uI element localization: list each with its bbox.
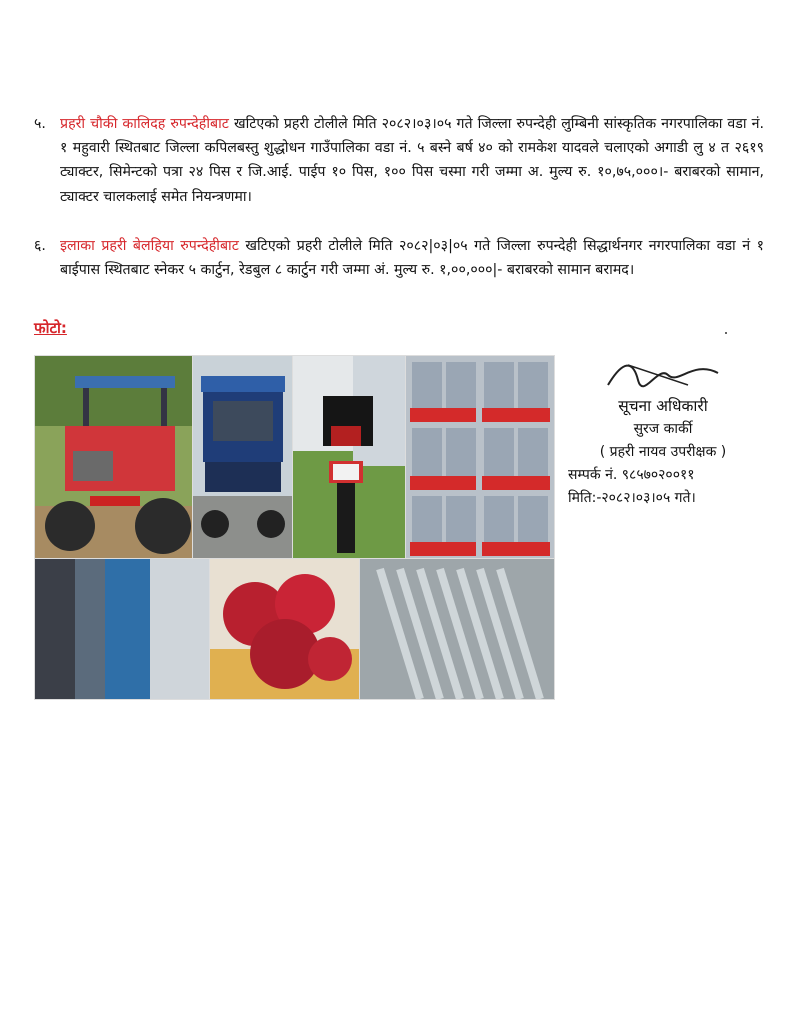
contact-number: सम्पर्क नं. ९८५७०२००११ [568,467,695,483]
signatory-title: सूचना अधिकारी [618,397,708,415]
item-number: ५. [34,116,46,132]
item-location: इलाका प्रहरी बेलहिया रुपन्देहीबाट [60,238,239,254]
stray-dot [725,332,727,334]
signatory-rank: ( प्रहरी नायव उपरीक्षक ) [599,444,727,460]
motorcycle-photo [292,355,407,560]
sneaker-boxes-photo [34,558,211,700]
item-number: ६. [34,238,46,254]
signature-date: मिति:-२०८२।०३।०५ गते। [568,490,696,506]
item-location: प्रहरी चौकी कालिदह रुपन्देहीबाट [60,116,229,132]
item-text: खटिएको प्रहरी टोलीले मिति २०८२|०३|०५ गते जिल्ला रुपन्देही सिद्धार्थनगर नगरपालिका वडा नं १ बाईपास स्थितबाट स्नेकर ५ कार्टुन, रेडबुल ८ कार्टुन गरी जम्मा अं. मुल्य रु. १,००,०००|- बराबरको सामान बरामद। [60,238,764,279]
red-bull-cans-photo [405,355,555,560]
corrugated-sheets-photo [359,558,555,700]
report-item-5 [34,112,764,209]
item-text: खटिएको प्रहरी टोलीले मिति २०८२।०३।०५ गते जिल्ला रुपन्देही लुम्बिनी सांस्कृतिक नगरपालिका वडा नं. १ महुवारी स्थितबाट जिल्ला कपिलबस्तु शुद्धोधन गाउँपालिका वडा नं. ५ बस्ने बर्ष ४० को रामकेश यादवले चलाएको अगाडी लु ४ त २६१९ ट्याक्टर, सिमेन्टको पत्रा २४ पिस र जि.आई. पाईप १० पिस, १०० पिस चस्मा गरी जम्मा अ. मुल्य रु. १०,७५,०००।- बराबरको सामान, ट्याक्टर चालकलाई समेत नियन्त्रणमा। [60,116,764,205]
red-bags-photo [209,558,361,700]
signature-mark [558,355,768,395]
report-item-6 [34,234,764,282]
signature-block [558,355,768,510]
tractor-photo [34,355,194,560]
signatory-name: सुरज कार्की [633,421,693,437]
auto-rickshaw-photo [192,355,294,560]
photo-label: फोटो: [34,319,67,337]
